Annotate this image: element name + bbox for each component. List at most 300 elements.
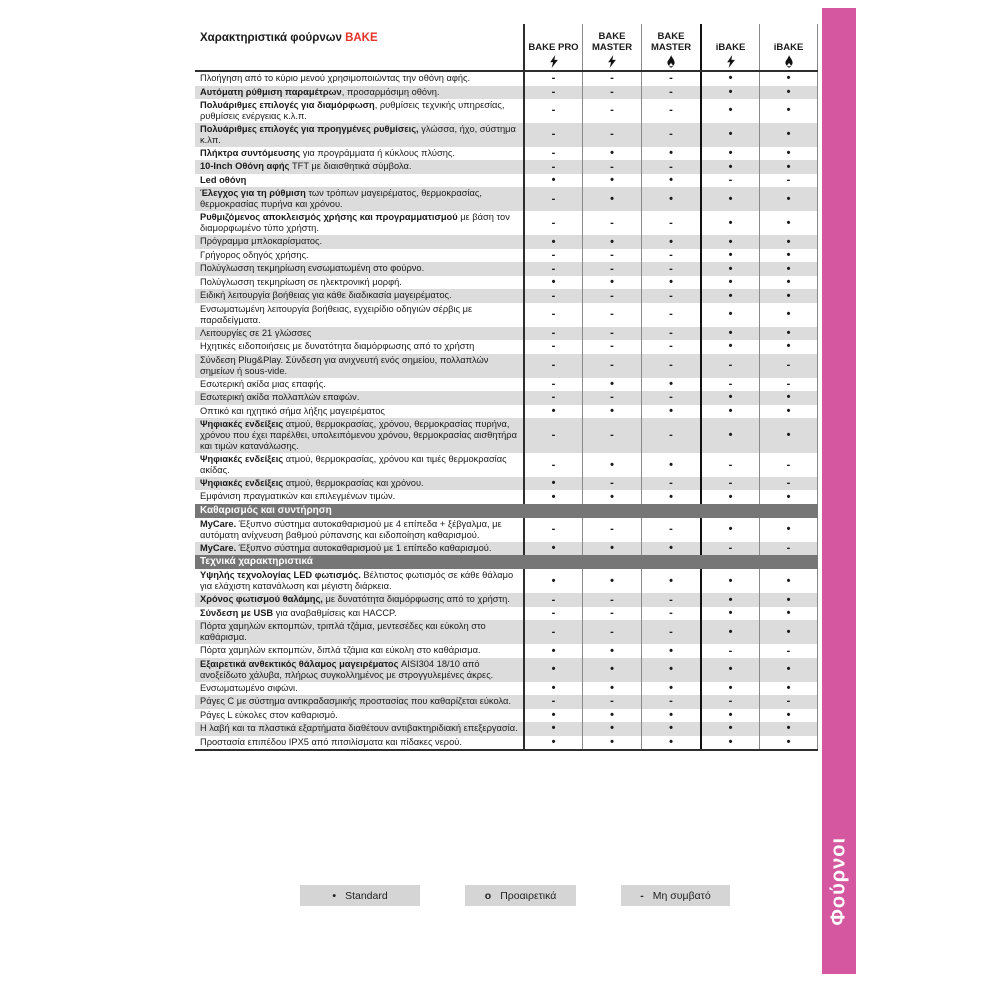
standard-dot: • xyxy=(582,736,641,750)
standard-dot: • xyxy=(582,235,641,249)
table-row xyxy=(195,518,818,542)
incompatible-dash: - xyxy=(523,607,582,621)
feature-label: Εσωτερική ακίδα μιας επαφής. xyxy=(200,378,326,389)
standard-dot: • xyxy=(759,518,818,542)
feature-label: Έλεγχος για τη ρύθμιση των τρόπων μαγειρέματος, θερμοκρασίας, θερμοκρασίας πυρήνα και χρόνου. xyxy=(200,188,482,210)
feature-label: Ράγες C με σύστημα αντικραδασμικής προστασίας που καθαρίζεται εύκολα. xyxy=(200,696,511,707)
incompatible-dash: - xyxy=(700,378,759,392)
incompatible-dash: - xyxy=(641,607,700,621)
standard-dot: • xyxy=(700,211,759,235)
incompatible-dash: - xyxy=(523,620,582,644)
incompatible-dash: - xyxy=(641,620,700,644)
standard-dot: • xyxy=(641,187,700,211)
table-row xyxy=(195,99,818,123)
column-header-bake-pro xyxy=(523,24,582,70)
standard-dot: • xyxy=(641,174,700,188)
section-header: Τεχνικά χαρακτηριστικά xyxy=(195,555,818,569)
table-row xyxy=(195,86,818,100)
feature-label: MyCare. Έξυπνο σύστημα αυτοκαθαρισμού με 1 επίπεδο καθαρισμού. xyxy=(200,542,492,553)
standard-dot: • xyxy=(523,477,582,491)
standard-dot: • xyxy=(582,453,641,477)
electric-icon xyxy=(549,55,559,68)
table-row xyxy=(195,187,818,211)
standard-dot: • xyxy=(700,620,759,644)
standard-dot: • xyxy=(759,607,818,621)
standard-dot: • xyxy=(759,211,818,235)
incompatible-dash: - xyxy=(641,123,700,147)
standard-dot: • xyxy=(759,340,818,354)
standard-dot: • xyxy=(700,340,759,354)
incompatible-dash: - xyxy=(582,593,641,607)
standard-dot: • xyxy=(641,405,700,419)
incompatible-dash: - xyxy=(523,147,582,161)
standard-dot: • xyxy=(582,644,641,658)
standard-dot: • xyxy=(700,276,759,290)
feature-label: Ειδική λειτουργία βοήθειας για κάθε διαδικασία μαγειρέματος. xyxy=(200,290,452,301)
standard-dot: • xyxy=(700,607,759,621)
feature-label: Ενσωματωμένη λειτουργία βοήθειας, εγχειρίδιο οδηγιών σέρβις με παραδείγματα. xyxy=(200,303,473,325)
incompatible-dash: - xyxy=(582,211,641,235)
standard-dot: • xyxy=(700,490,759,504)
standard-dot: • xyxy=(759,72,818,86)
legend-label: Standard xyxy=(345,889,388,902)
table-row xyxy=(195,658,818,682)
electric-icon xyxy=(607,55,617,68)
incompatible-dash: - xyxy=(582,477,641,491)
standard-dot: • xyxy=(759,187,818,211)
column-label: BAKE MASTER xyxy=(591,31,633,53)
standard-dot: • xyxy=(523,682,582,696)
standard-dot: • xyxy=(641,235,700,249)
standard-dot: • xyxy=(700,518,759,542)
incompatible-dash: - xyxy=(641,418,700,453)
feature-label: Πολυάριθμες επιλογές για διαμόρφωση, ρυθμίσεις τεχνικής υπηρεσίας, ρυθμίσεις ενέργειας κ.λ.π. xyxy=(200,100,505,121)
incompatible-dash: - xyxy=(523,211,582,235)
standard-dot: • xyxy=(641,276,700,290)
standard-dot: • xyxy=(641,490,700,504)
feature-label: Ψηφιακές ενδείξεις ατμού, θερμοκρασίας και χρόνου. xyxy=(200,477,424,488)
standard-dot: • xyxy=(700,303,759,327)
incompatible-dash: - xyxy=(523,518,582,542)
table-row xyxy=(195,607,818,621)
standard-dot: • xyxy=(759,262,818,276)
feature-label: Αυτόματη ρύθμιση παραμέτρων, προσαρμόσιμη οθόνη. xyxy=(200,86,440,97)
incompatible-dash: - xyxy=(582,289,641,303)
column-label: iBAKE xyxy=(773,41,804,53)
standard-dot: • xyxy=(641,682,700,696)
standard-dot: • xyxy=(759,160,818,174)
standard-dot: • xyxy=(700,593,759,607)
incompatible-dash: - xyxy=(641,289,700,303)
optional-circle-icon: o xyxy=(484,889,492,902)
standard-dot: • xyxy=(523,542,582,556)
incompatible-dash: - xyxy=(641,262,700,276)
standard-dot: • xyxy=(700,235,759,249)
standard-dot: • xyxy=(582,147,641,161)
table-row xyxy=(195,682,818,696)
standard-dot: • xyxy=(759,569,818,593)
category-side-tab xyxy=(822,8,856,974)
standard-dot: • xyxy=(523,722,582,736)
standard-dot: • xyxy=(641,722,700,736)
standard-dot: • xyxy=(700,709,759,723)
table-row xyxy=(195,453,818,477)
standard-dot: • xyxy=(641,709,700,723)
standard-dot: • xyxy=(641,542,700,556)
feature-label: Προστασία επιπέδου IPX5 από πιτσιλίσματα και πίδακες νερού. xyxy=(200,736,462,747)
standard-dot: • xyxy=(759,99,818,123)
feature-label: Η λαβή και τα πλαστικά εξαρτήματα διαθέτουν αντιβακτηριδιακή επεξεργασία. xyxy=(200,723,518,734)
incompatible-dash: - xyxy=(523,354,582,378)
legend-item-standard xyxy=(300,885,420,906)
incompatible-dash: - xyxy=(700,354,759,378)
incompatible-dash: - xyxy=(582,620,641,644)
standard-dot: • xyxy=(700,72,759,86)
legend xyxy=(300,885,730,906)
standard-dot: • xyxy=(582,682,641,696)
standard-dot: • xyxy=(759,682,818,696)
oven-features-table xyxy=(195,24,818,751)
standard-dot-icon: • xyxy=(332,889,337,902)
standard-dot: • xyxy=(523,644,582,658)
standard-dot: • xyxy=(523,276,582,290)
standard-dot: • xyxy=(523,709,582,723)
legend-label: Προαιρετικά xyxy=(500,889,557,902)
incompatible-dash: - xyxy=(582,262,641,276)
feature-label: Ψηφιακές ενδείξεις ατμού, θερμοκρασίας, χρόνου και τιμές θερμοκρασίας ακίδας. xyxy=(200,454,507,475)
incompatible-dash: - xyxy=(582,72,641,86)
standard-dot: • xyxy=(700,327,759,341)
table-row xyxy=(195,147,818,161)
table-row xyxy=(195,262,818,276)
table-row xyxy=(195,593,818,607)
feature-label: Εσωτερική ακίδα πολλαπλών επαφών. xyxy=(200,392,360,403)
table-row xyxy=(195,490,818,504)
table-row xyxy=(195,569,818,593)
incompatible-dash: - xyxy=(759,477,818,491)
standard-dot: • xyxy=(759,709,818,723)
feature-label: 10-Inch Οθόνη αφής TFT με διαισθητικά σύμβολα. xyxy=(200,161,412,172)
incompatible-dash: - xyxy=(523,593,582,607)
standard-dot: • xyxy=(759,86,818,100)
incompatible-dash: - xyxy=(582,327,641,341)
standard-dot: • xyxy=(582,709,641,723)
standard-dot: • xyxy=(700,722,759,736)
standard-dot: • xyxy=(641,569,700,593)
standard-dot: • xyxy=(759,658,818,682)
incompatible-dash: - xyxy=(641,160,700,174)
electric-icon xyxy=(726,55,736,68)
incompatible-dash: - xyxy=(523,418,582,453)
incompatible-dash: - xyxy=(641,695,700,709)
table-row xyxy=(195,418,818,453)
feature-label: Λειτουργίες σε 21 γλώσσες xyxy=(200,327,312,338)
incompatible-dash: - xyxy=(641,249,700,263)
feature-label: Εξαιρετικά ανθεκτικός θάλαμος μαγειρέματος AISI304 18/10 από ανοξείδωτο χάλυβα, πλήρως συγκολλημένος με στρογγυλεμένες άκρες. xyxy=(200,658,494,680)
column-header-bake-master xyxy=(641,24,700,70)
incompatible-dash: - xyxy=(759,542,818,556)
standard-dot: • xyxy=(641,658,700,682)
incompatible-dash: - xyxy=(582,303,641,327)
incompatible-dash: - xyxy=(759,453,818,477)
standard-dot: • xyxy=(759,620,818,644)
incompatible-dash: - xyxy=(582,160,641,174)
standard-dot: • xyxy=(759,391,818,405)
standard-dot: • xyxy=(582,658,641,682)
standard-dot: • xyxy=(700,405,759,419)
standard-dot: • xyxy=(523,174,582,188)
incompatible-dash: - xyxy=(759,354,818,378)
incompatible-dash: - xyxy=(641,86,700,100)
standard-dot: • xyxy=(582,378,641,392)
standard-dot: • xyxy=(700,418,759,453)
table-row xyxy=(195,327,818,341)
standard-dot: • xyxy=(582,569,641,593)
standard-dot: • xyxy=(582,276,641,290)
feature-label: Χρόνος φωτισμού θαλάμης, με δυνατότητα διαμόρφωσης από το χρήστη. xyxy=(200,594,510,605)
feature-label: Led οθόνη xyxy=(200,174,247,185)
standard-dot: • xyxy=(759,303,818,327)
table-row xyxy=(195,249,818,263)
standard-dot: • xyxy=(700,262,759,276)
standard-dot: • xyxy=(582,187,641,211)
feature-label: Πολύγλωσση τεκμηρίωση σε ηλεκτρονική μορφή. xyxy=(200,276,402,287)
standard-dot: • xyxy=(523,658,582,682)
incompatible-dash: - xyxy=(523,327,582,341)
standard-dot: • xyxy=(700,249,759,263)
table-row xyxy=(195,174,818,188)
incompatible-dash: - xyxy=(523,262,582,276)
column-header-bake-master xyxy=(582,24,641,70)
standard-dot: • xyxy=(700,187,759,211)
column-label: iBAKE xyxy=(715,41,746,53)
incompatible-dash: - xyxy=(641,354,700,378)
table-row xyxy=(195,340,818,354)
feature-label: Ηχητικές ειδοποιήσεις με δυνατότητα διαμόρφωσης από το χρήστη xyxy=(200,341,475,352)
table-row xyxy=(195,211,818,235)
table-row xyxy=(195,542,818,556)
table-row xyxy=(195,354,818,378)
incompatible-dash: - xyxy=(582,340,641,354)
table-row xyxy=(195,289,818,303)
table-title-text: Χαρακτηριστικά φούρνων xyxy=(200,32,346,44)
incompatible-dash: - xyxy=(641,327,700,341)
table-row xyxy=(195,644,818,658)
legend-item-optional xyxy=(465,885,576,906)
standard-dot: • xyxy=(641,736,700,750)
feature-label: Πλοήγηση από το κύριο μενού χρησιμοποιώντας την οθόνη αφής. xyxy=(200,73,471,83)
table-row xyxy=(195,709,818,723)
incompatible-dash: - xyxy=(523,99,582,123)
incompatible-dash: - xyxy=(523,340,582,354)
standard-dot: • xyxy=(700,391,759,405)
incompatible-dash: - xyxy=(700,695,759,709)
standard-dot: • xyxy=(700,147,759,161)
table-title-brand: BAKE xyxy=(345,32,378,44)
standard-dot: • xyxy=(700,682,759,696)
standard-dot: • xyxy=(641,644,700,658)
standard-dot: • xyxy=(700,86,759,100)
standard-dot: • xyxy=(759,235,818,249)
standard-dot: • xyxy=(700,658,759,682)
incompatible-dash: - xyxy=(523,695,582,709)
table-row xyxy=(195,477,818,491)
gas-icon xyxy=(784,55,794,68)
standard-dot: • xyxy=(700,736,759,750)
table-row xyxy=(195,391,818,405)
standard-dot: • xyxy=(641,378,700,392)
incompatible-dash: - xyxy=(700,542,759,556)
incompatible-dash: - xyxy=(759,378,818,392)
incompatible-dash: - xyxy=(582,354,641,378)
feature-label: Πλήκτρα συντόμευσης για προγράμματα ή κύκλους πλύσης. xyxy=(200,147,455,158)
table-row xyxy=(195,405,818,419)
table-row xyxy=(195,722,818,736)
standard-dot: • xyxy=(700,289,759,303)
standard-dot: • xyxy=(700,569,759,593)
column-label: BAKE MASTER xyxy=(650,31,692,53)
table-header-row xyxy=(195,24,818,72)
table-row xyxy=(195,378,818,392)
table-title xyxy=(195,24,523,70)
incompatible-dash: - xyxy=(582,86,641,100)
incompatible-dash: - xyxy=(523,453,582,477)
standard-dot: • xyxy=(582,490,641,504)
standard-dot: • xyxy=(759,276,818,290)
incompatible-dash: - xyxy=(700,174,759,188)
feature-label: Ενσωματωμένο σιφώνι. xyxy=(200,682,298,693)
standard-dot: • xyxy=(759,736,818,750)
standard-dot: • xyxy=(759,405,818,419)
feature-label: Ψηφιακές ενδείξεις ατμού, θερμοκρασίας, χρόνου, θερμοκρασίας πυρήνα, χρόνου που έχει παρέλθει, υπολειπόμενου χρόνου, θερμοκρασίας αισθητήρα και τιμών κατανάλωσης. xyxy=(200,419,517,452)
standard-dot: • xyxy=(582,405,641,419)
table-row xyxy=(195,736,818,750)
standard-dot: • xyxy=(582,542,641,556)
incompatible-dash: - xyxy=(759,695,818,709)
legend-label: Μη συμβατό xyxy=(652,889,711,902)
feature-label: Πόρτα χαμηλών εκπομπών, διπλά τζάμια και εύκολη στο καθάρισμα. xyxy=(200,645,481,656)
standard-dot: • xyxy=(523,235,582,249)
standard-dot: • xyxy=(700,99,759,123)
standard-dot: • xyxy=(759,593,818,607)
incompatible-dash: - xyxy=(641,340,700,354)
table-row xyxy=(195,123,818,147)
incompatible-dash: - xyxy=(582,607,641,621)
standard-dot: • xyxy=(523,736,582,750)
incompatible-dash: - xyxy=(700,453,759,477)
column-header-ibake xyxy=(759,24,818,70)
incompatible-dash-icon: - xyxy=(640,889,644,902)
incompatible-dash: - xyxy=(759,644,818,658)
incompatible-dash: - xyxy=(641,72,700,86)
section-header: Καθαρισμός και συντήρηση xyxy=(195,504,818,518)
incompatible-dash: - xyxy=(523,123,582,147)
standard-dot: • xyxy=(582,722,641,736)
incompatible-dash: - xyxy=(523,391,582,405)
standard-dot: • xyxy=(759,123,818,147)
gas-icon xyxy=(666,55,676,68)
feature-label: Γρήγορος οδηγός χρήσης. xyxy=(200,249,309,260)
incompatible-dash: - xyxy=(582,518,641,542)
incompatible-dash: - xyxy=(582,695,641,709)
incompatible-dash: - xyxy=(582,123,641,147)
feature-label: Πολυάριθμες επιλογές για προηγμένες ρυθμίσεις, γλώσσα, ήχο, σύστημα κ.λπ. xyxy=(200,123,516,145)
category-side-tab-label: Φούρνοι xyxy=(827,837,850,926)
feature-label: Ράγες L εύκολες στον καθαρισμό. xyxy=(200,709,338,720)
incompatible-dash: - xyxy=(523,249,582,263)
incompatible-dash: - xyxy=(523,86,582,100)
incompatible-dash: - xyxy=(582,391,641,405)
incompatible-dash: - xyxy=(582,249,641,263)
incompatible-dash: - xyxy=(523,72,582,86)
legend-item-incompatible xyxy=(621,885,730,906)
incompatible-dash: - xyxy=(523,289,582,303)
feature-label: Πόρτα χαμηλών εκπομπών, τριπλά τζάμια, μεντεσέδες και εύκολη στο καθάρισμα. xyxy=(200,621,486,643)
incompatible-dash: - xyxy=(523,303,582,327)
table-row xyxy=(195,160,818,174)
standard-dot: • xyxy=(759,289,818,303)
feature-label: MyCare. Έξυπνο σύστημα αυτοκαθαρισμού με 4 επίπεδα + ξέβγαλμα, με αυτόματη ανίχνευση βαθμού ρύπανσης και ειδοποίηση καθαρισμού. xyxy=(200,518,502,540)
incompatible-dash: - xyxy=(641,391,700,405)
feature-label: Πολύγλωσση τεκμηρίωση ενσωματωμένη στο φούρνο. xyxy=(200,263,425,274)
standard-dot: • xyxy=(759,722,818,736)
incompatible-dash: - xyxy=(700,477,759,491)
incompatible-dash: - xyxy=(641,303,700,327)
incompatible-dash: - xyxy=(523,187,582,211)
feature-label: Οπτικό και ηχητικό σήμα λήξης μαγειρέματος xyxy=(200,405,385,416)
feature-label: Πρόγραμμα μπλοκαρίσματος. xyxy=(200,236,323,247)
feature-label: Σύνδεση με USB για αναβαθμίσεις και HACCP. xyxy=(200,607,397,618)
feature-label: Εμφάνιση πραγματικών και επιλεγμένων τιμών. xyxy=(200,491,396,502)
standard-dot: • xyxy=(759,418,818,453)
column-label: BAKE PRO xyxy=(528,41,579,53)
standard-dot: • xyxy=(523,569,582,593)
table-row xyxy=(195,235,818,249)
incompatible-dash: - xyxy=(641,99,700,123)
table-row xyxy=(195,72,818,86)
incompatible-dash: - xyxy=(641,518,700,542)
table-row xyxy=(195,303,818,327)
table-body xyxy=(195,72,818,751)
standard-dot: • xyxy=(582,174,641,188)
standard-dot: • xyxy=(641,147,700,161)
column-header-ibake xyxy=(700,24,759,70)
incompatible-dash: - xyxy=(582,99,641,123)
table-row xyxy=(195,695,818,709)
standard-dot: • xyxy=(700,123,759,147)
incompatible-dash: - xyxy=(641,593,700,607)
table-row xyxy=(195,276,818,290)
standard-dot: • xyxy=(523,490,582,504)
feature-label: Υψηλής τεχνολογίας LED φωτισμός. Βέλτιστος φωτισμός σε κάθε θάλαμο για ελάχιστη κατανάλωση και μέγιστη διάρκεια. xyxy=(200,570,514,592)
standard-dot: • xyxy=(641,453,700,477)
feature-label: Ρυθμιζόμενος αποκλεισμός χρήσης και προγραμματισμού με βάση τον διαμορφωμένο τύπο χρήστη. xyxy=(200,212,510,234)
incompatible-dash: - xyxy=(641,211,700,235)
incompatible-dash: - xyxy=(641,477,700,491)
standard-dot: • xyxy=(759,147,818,161)
standard-dot: • xyxy=(700,160,759,174)
table-row xyxy=(195,620,818,644)
standard-dot: • xyxy=(759,490,818,504)
standard-dot: • xyxy=(759,249,818,263)
incompatible-dash: - xyxy=(582,418,641,453)
standard-dot: • xyxy=(523,405,582,419)
standard-dot: • xyxy=(759,327,818,341)
incompatible-dash: - xyxy=(759,174,818,188)
incompatible-dash: - xyxy=(523,378,582,392)
incompatible-dash: - xyxy=(523,160,582,174)
incompatible-dash: - xyxy=(700,644,759,658)
